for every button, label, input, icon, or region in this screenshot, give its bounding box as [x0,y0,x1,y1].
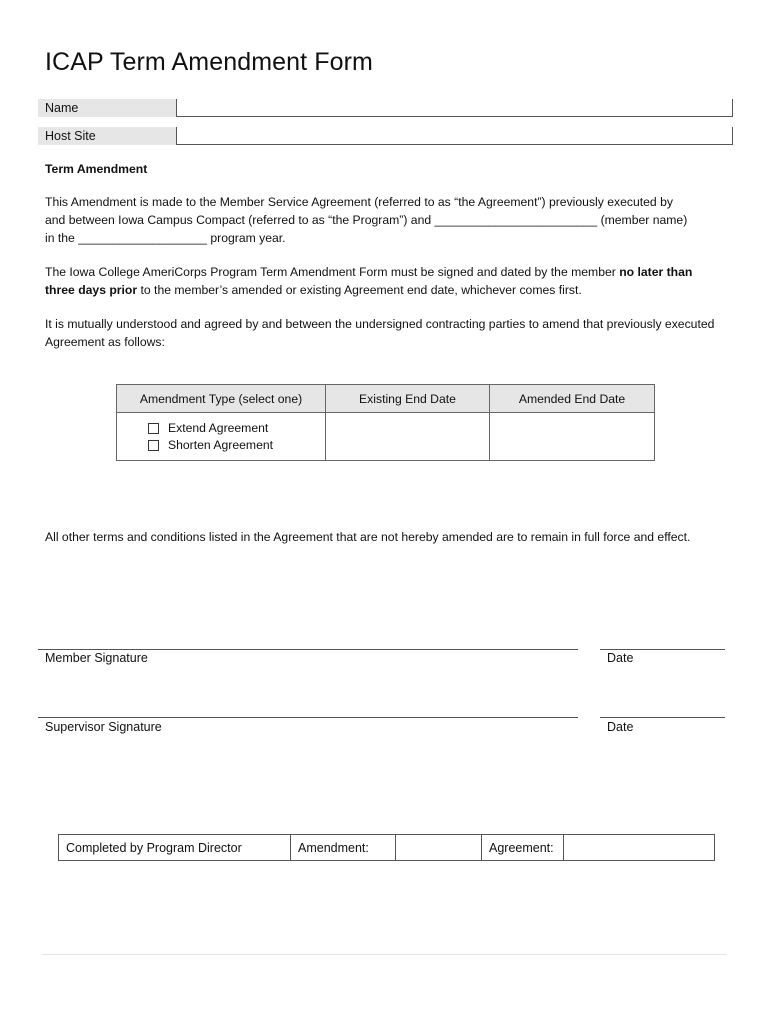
amendment-intro-paragraph [45,193,725,247]
name-input[interactable] [176,99,733,117]
agreement-paragraph: It is mutually understood and agreed by and between the undersigned contracting parties to amend that previously executed Agreement as follows: [45,317,715,349]
header-existing-end-date: Existing End Date [326,385,490,413]
member-signature-label: Member Signature [45,651,148,665]
agreement-value-cell[interactable] [564,835,715,861]
deadline-text-b: to the member’s amended or existing Agreement end date, whichever comes first. [137,283,582,297]
terms-paragraph: All other terms and conditions listed in the Agreement that are not hereby amended are to remain in full force and effect. [45,530,691,544]
member-date-label: Date [607,651,634,665]
section-heading: Term Amendment [45,162,148,176]
shorten-agreement-option[interactable] [118,437,324,454]
amendment-table [116,384,655,461]
supervisor-signature-line[interactable] [38,717,578,718]
shorten-agreement-label: Shorten Agreement [168,438,274,452]
extend-agreement-option[interactable] [118,420,324,437]
deadline-text-a: The Iowa College AmeriCorps Program Term Amendment Form must be signed and dated by the member [45,265,620,279]
agreement-label-cell: Agreement: [482,835,564,861]
host-site-input[interactable] [176,127,733,145]
name-field-row [38,99,733,119]
supervisor-date-line[interactable] [600,717,725,718]
deadline-paragraph [45,263,725,299]
extend-agreement-label: Extend Agreement [168,421,269,435]
supervisor-signature-label: Supervisor Signature [45,720,162,734]
supervisor-date-label: Date [607,720,634,734]
completed-by-cell: Completed by Program Director [59,835,291,861]
footer-divider [42,954,727,955]
form-title: ICAP Term Amendment Form [45,48,373,76]
amendment-table-row [117,413,655,461]
intro-line-1: This Amendment is made to the Member Service Agreement (referred to as “the Agreement”) previously executed by [45,195,673,209]
member-date-line[interactable] [600,649,725,650]
header-amendment-type: Amendment Type (select one) [117,385,326,413]
amended-end-date-cell[interactable] [490,413,655,461]
program-director-table [58,834,715,861]
intro-line-3: in the ___________________ program year. [45,231,286,245]
name-label: Name [38,99,176,117]
host-site-label: Host Site [38,127,176,145]
program-director-row [59,835,715,861]
amendment-type-cell [117,413,326,461]
deadline-emphasis: no later than three days prior [45,265,693,297]
header-amended-end-date: Amended End Date [490,385,655,413]
amendment-label-cell: Amendment: [291,835,396,861]
host-site-field-row [38,127,733,147]
amendment-value-cell[interactable] [396,835,482,861]
amendment-table-header-row [117,385,655,413]
intro-line-2: and between Iowa Campus Compact (referred to as “the Program”) and ________________________ (member name) [45,213,688,227]
shorten-agreement-checkbox[interactable] [148,440,159,451]
extend-agreement-checkbox[interactable] [148,423,159,434]
member-signature-line[interactable] [38,649,578,650]
existing-end-date-cell[interactable] [326,413,490,461]
